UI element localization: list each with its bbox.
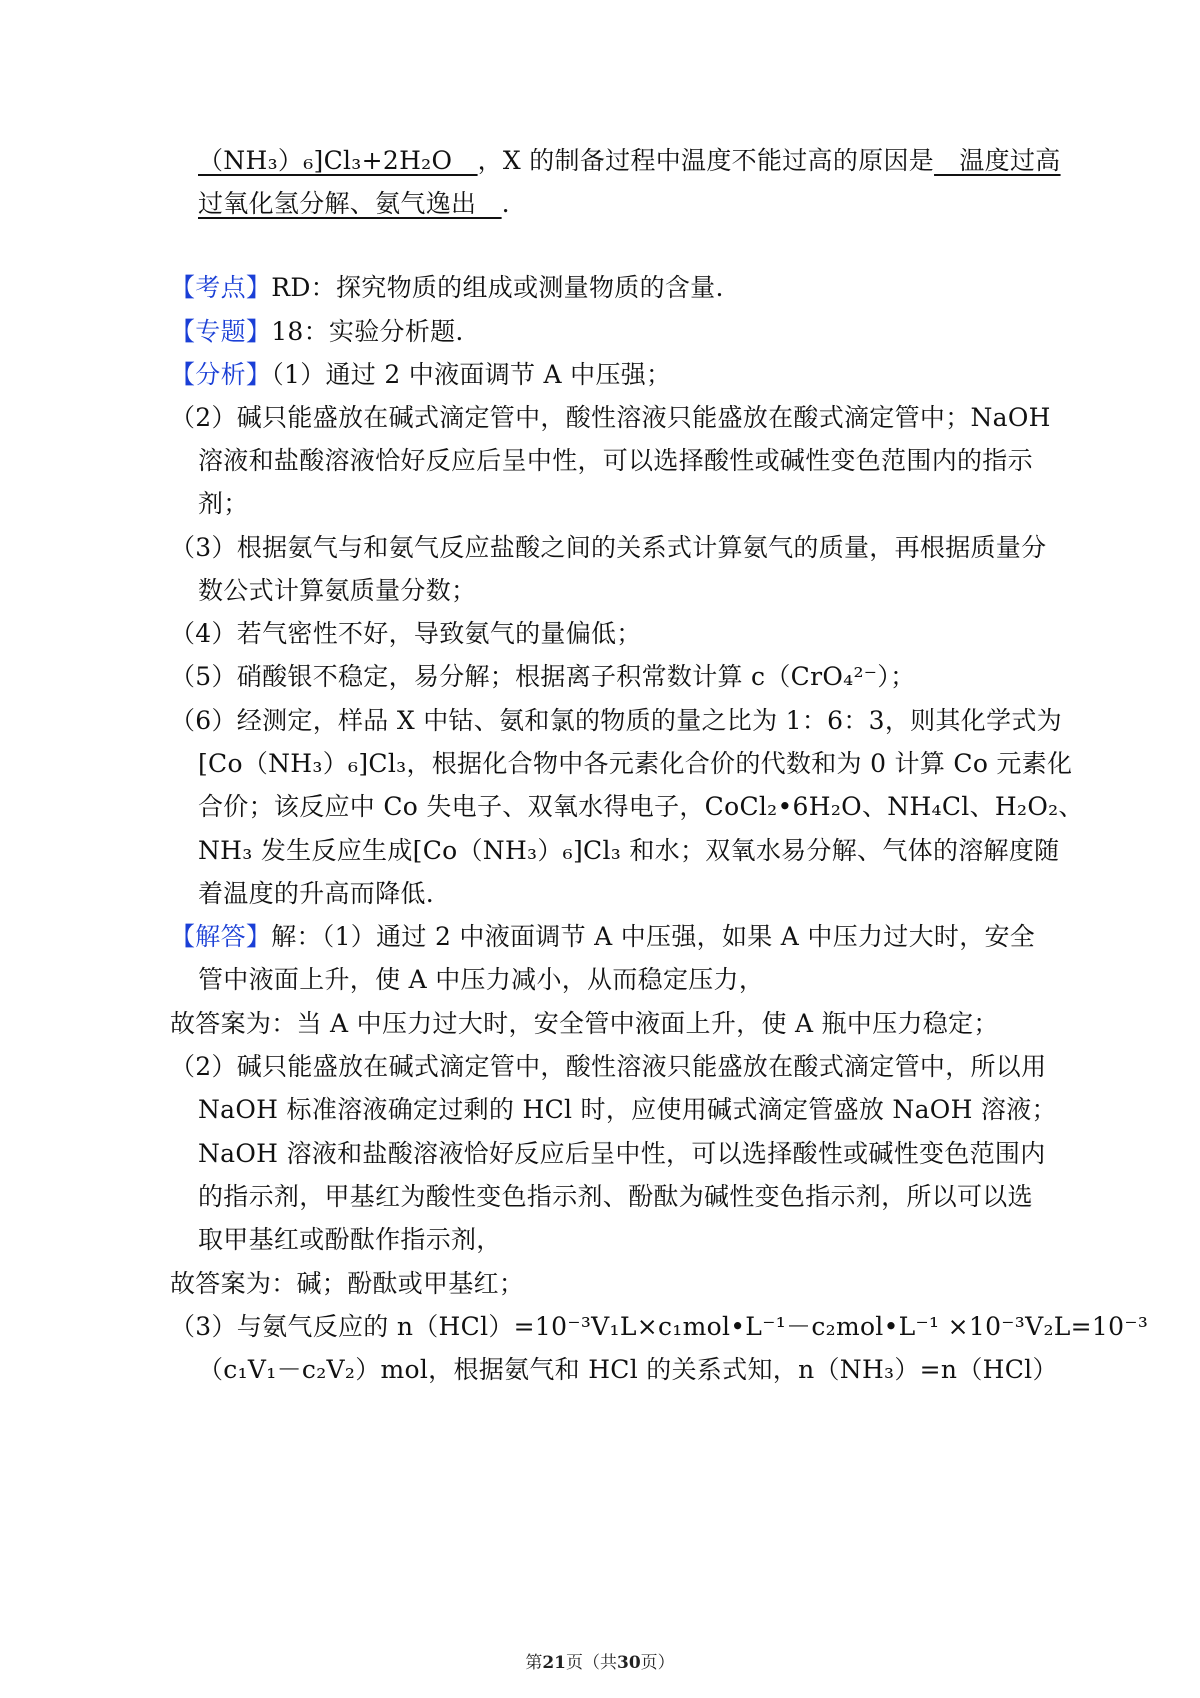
text-line: NaOH 标准溶液确定过剩的 HCl 时，应使用碱式滴定管盛放 NaOH 溶液； xyxy=(198,1095,1057,1124)
text-line: （2）碱只能盛放在碱式滴定管中，酸性溶液只能盛放在酸式滴定管中；NaOH xyxy=(170,403,1051,432)
text-line: （6）经测定，样品 X 中钴、氨和氯的物质的量之比为 1：6：3，则其化学式为 xyxy=(170,706,1062,735)
text-line: 剂； xyxy=(198,489,249,518)
text-line: 管中液面上升，使 A 中压力减小，从而稳定压力， xyxy=(198,965,765,994)
page-number: 21 xyxy=(542,1653,566,1673)
text-line: NaOH 溶液和盐酸溶液恰好反应后呈中性，可以选择酸性或碱性变色范围内 xyxy=(198,1139,1046,1168)
section-label: 【分析】 xyxy=(170,360,272,389)
text-line: （3）与氨气反应的 n（HCl）=10⁻³V₁L×c₁mol•L⁻¹－c₂mol•L⁻¹ ×10⁻³V₂L=10⁻³ xyxy=(170,1312,1149,1341)
text-line: （5）硝酸银不稳定，易分解；根据离子积常数计算 c（CrO₄²⁻）； xyxy=(170,662,916,691)
text-line: 故答案为：当 A 中压力过大时，安全管中液面上升，使 A 瓶中压力稳定； xyxy=(170,1009,999,1038)
page-footer xyxy=(0,1652,1200,1674)
text-line: （2）碱只能盛放在碱式滴定管中，酸性溶液只能盛放在酸式滴定管中，所以用 xyxy=(170,1052,1047,1081)
text-line: （4）若气密性不好，导致氨气的量偏低； xyxy=(170,619,642,648)
answer-underline: 温度过高 xyxy=(934,146,1061,175)
kaodian-line xyxy=(170,270,724,306)
footer-middle: 页（共 xyxy=(566,1653,617,1673)
text-line: 的指示剂，甲基红为酸性变色指示剂、酚酞为碱性变色指示剂，所以可以选 xyxy=(198,1182,1033,1211)
text-line: （c₁V₁－c₂V₂）mol，根据氨气和 HCl 的关系式知，n（NH₃）=n（HCl） xyxy=(198,1355,1058,1384)
zhuanti-line xyxy=(170,314,464,350)
text-line xyxy=(198,143,1061,179)
text-segment: 18：实验分析题. xyxy=(271,317,464,346)
footer-prefix: 第 xyxy=(525,1653,543,1673)
footer-suffix: 页） xyxy=(640,1653,675,1673)
text-line: 溶液和盐酸溶液恰好反应后呈中性，可以选择酸性或碱性变色范围内的指示 xyxy=(198,446,1033,475)
text-line: 取甲基红或酚酞作指示剂， xyxy=(198,1225,502,1254)
text-line xyxy=(198,186,510,222)
page-total: 30 xyxy=(617,1653,641,1673)
text-segment: RD：探究物质的组成或测量物质的含量. xyxy=(271,273,724,302)
answer-underline: （NH₃）₆]Cl₃+2H₂O xyxy=(198,146,478,175)
text-line: （3）根据氨气与和氨气反应盐酸之间的关系式计算氨气的质量，再根据质量分 xyxy=(170,533,1047,562)
text-segment: 解：（1）通过 2 中液面调节 A 中压强，如果 A 中压力过大时，安全 xyxy=(271,922,1036,951)
jieda-line xyxy=(170,919,1035,955)
text-line: 数公式计算氨质量分数； xyxy=(198,576,477,605)
section-label: 【考点】 xyxy=(170,273,272,302)
section-label: 【专题】 xyxy=(170,317,272,346)
text-line: NH₃ 发生反应生成[Co（NH₃）₆]Cl₃ 和水；双氧水易分解、气体的溶解度随 xyxy=(198,836,1060,865)
text-line: [Co（NH₃）₆]Cl₃，根据化合物中各元素化合价的代数和为 0 计算 Co 元素化 xyxy=(198,749,1073,778)
text-line: 合价；该反应中 Co 失电子、双氧水得电子，CoCl₂•6H₂O、NH₄Cl、H₂O₂、 xyxy=(198,792,1084,821)
text-line: 故答案为：碱；酚酞或甲基红； xyxy=(170,1269,525,1298)
text-line: 着温度的升高而降低. xyxy=(198,879,434,908)
text-segment: （1）通过 2 中液面调节 A 中压强； xyxy=(271,360,672,389)
text-segment: . xyxy=(501,189,510,218)
answer-underline: 过氧化氢分解、氨气逸出 xyxy=(198,189,502,218)
fenxi-line xyxy=(170,357,671,393)
text-segment: ，X 的制备过程中温度不能过高的原因是 xyxy=(477,146,935,175)
section-label: 【解答】 xyxy=(170,922,272,951)
